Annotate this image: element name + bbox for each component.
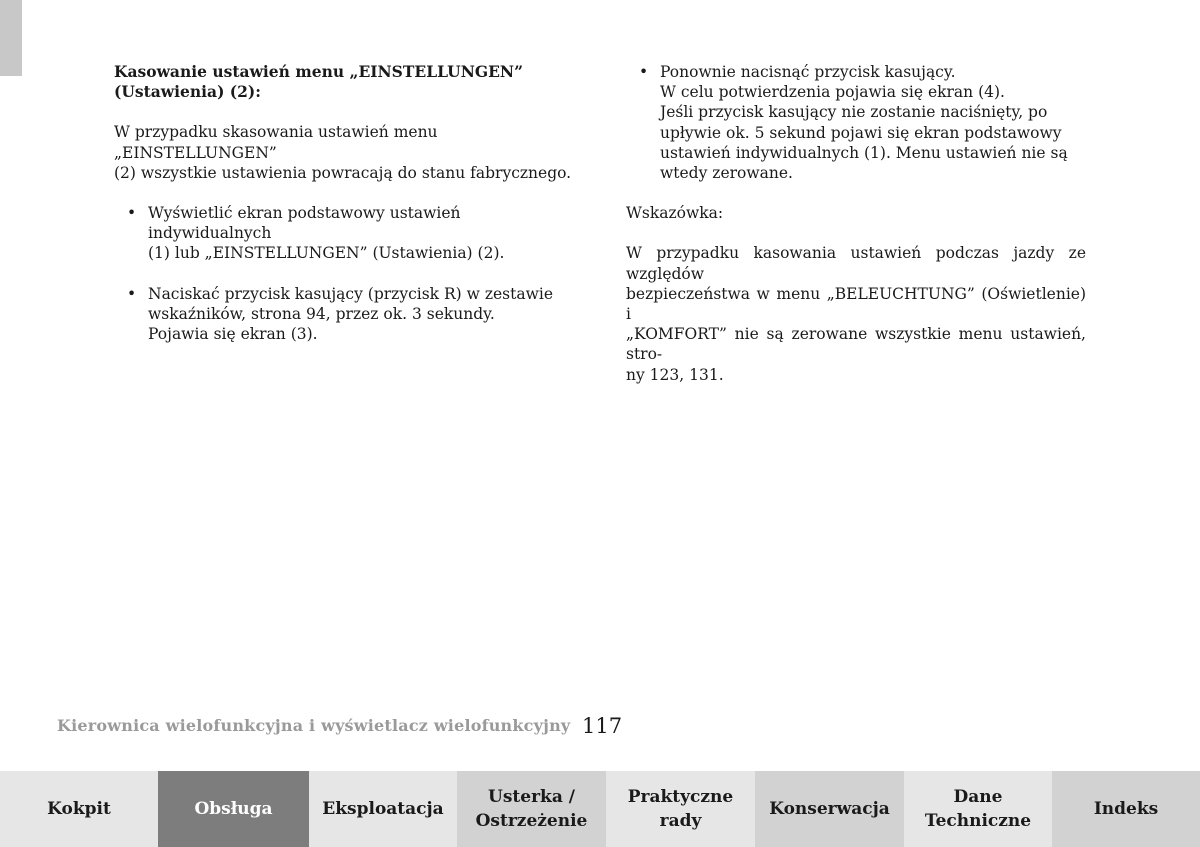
right-column bbox=[626, 62, 1086, 405]
tab-obsluga[interactable]: Obsługa bbox=[158, 771, 309, 847]
footer-section-title: Kierownica wielofunkcyjna i wyświetlacz wielofunkcyjny bbox=[57, 716, 571, 735]
left-column bbox=[114, 62, 584, 364]
corner-tab-marker bbox=[0, 0, 22, 76]
list-item: • Naciskać przycisk kasujący (przycisk R) w zestawie wskaźników, strona 94, przez ok. 3 sekundy. Pojawia się ekran (3). bbox=[127, 284, 553, 344]
section-heading: Kasowanie ustawień menu „EINSTELLUNGEN” (Ustawienia) (2): bbox=[114, 62, 523, 102]
intro-paragraph: W przypadku skasowania ustawień menu „EINSTELLUNGEN” (2) wszystkie ustawienia powracają do stanu fabrycznego. bbox=[114, 123, 572, 182]
tab-dane-techniczne[interactable]: Dane Techniczne bbox=[904, 771, 1052, 847]
tab-praktyczne-rady[interactable]: Praktyczne rady bbox=[606, 771, 755, 847]
bullet-icon: • bbox=[639, 63, 649, 81]
tab-eksploatacja[interactable]: Eksploatacja bbox=[309, 771, 457, 847]
note-paragraph: W przypadku kasowania ustawień podczas jazdy ze względów bezpieczeństwa w menu „BELEUCHTUNG” (Oświetlenie) i „KOMFORT” nie są zerowane wszystkie menu ustawień, stro- ny 123, 131. bbox=[626, 244, 1086, 384]
list-item: • Ponownie nacisnąć przycisk kasujący. W celu potwierdzenia pojawia się ekran (4). Jeśli przycisk kasujący nie zostanie naciśnięty, po upływie ok. 5 sekund pojawi się ekran podstawowy ustawień indywidualnych (1). Menu ustawień nie są wtedy zerowane. bbox=[639, 63, 1068, 183]
bullet-icon: • bbox=[127, 204, 137, 223]
tab-kokpit[interactable]: Kokpit bbox=[0, 771, 158, 847]
chapter-nav-bar bbox=[0, 771, 1200, 847]
tab-konserwacja[interactable]: Konserwacja bbox=[755, 771, 904, 847]
tab-usterka-ostrzezenie[interactable]: Usterka / Ostrzeżenie bbox=[457, 771, 606, 847]
page-number: 117 bbox=[582, 714, 623, 738]
bullet-icon: • bbox=[127, 284, 137, 303]
tab-indeks[interactable]: Indeks bbox=[1052, 771, 1200, 847]
note-label: Wskazówka: bbox=[626, 204, 724, 223]
list-item: • Wyświetlić ekran podstawowy ustawień indywidualnych (1) lub „EINSTELLUNGEN” (Ustawienia) (2). bbox=[127, 204, 505, 263]
